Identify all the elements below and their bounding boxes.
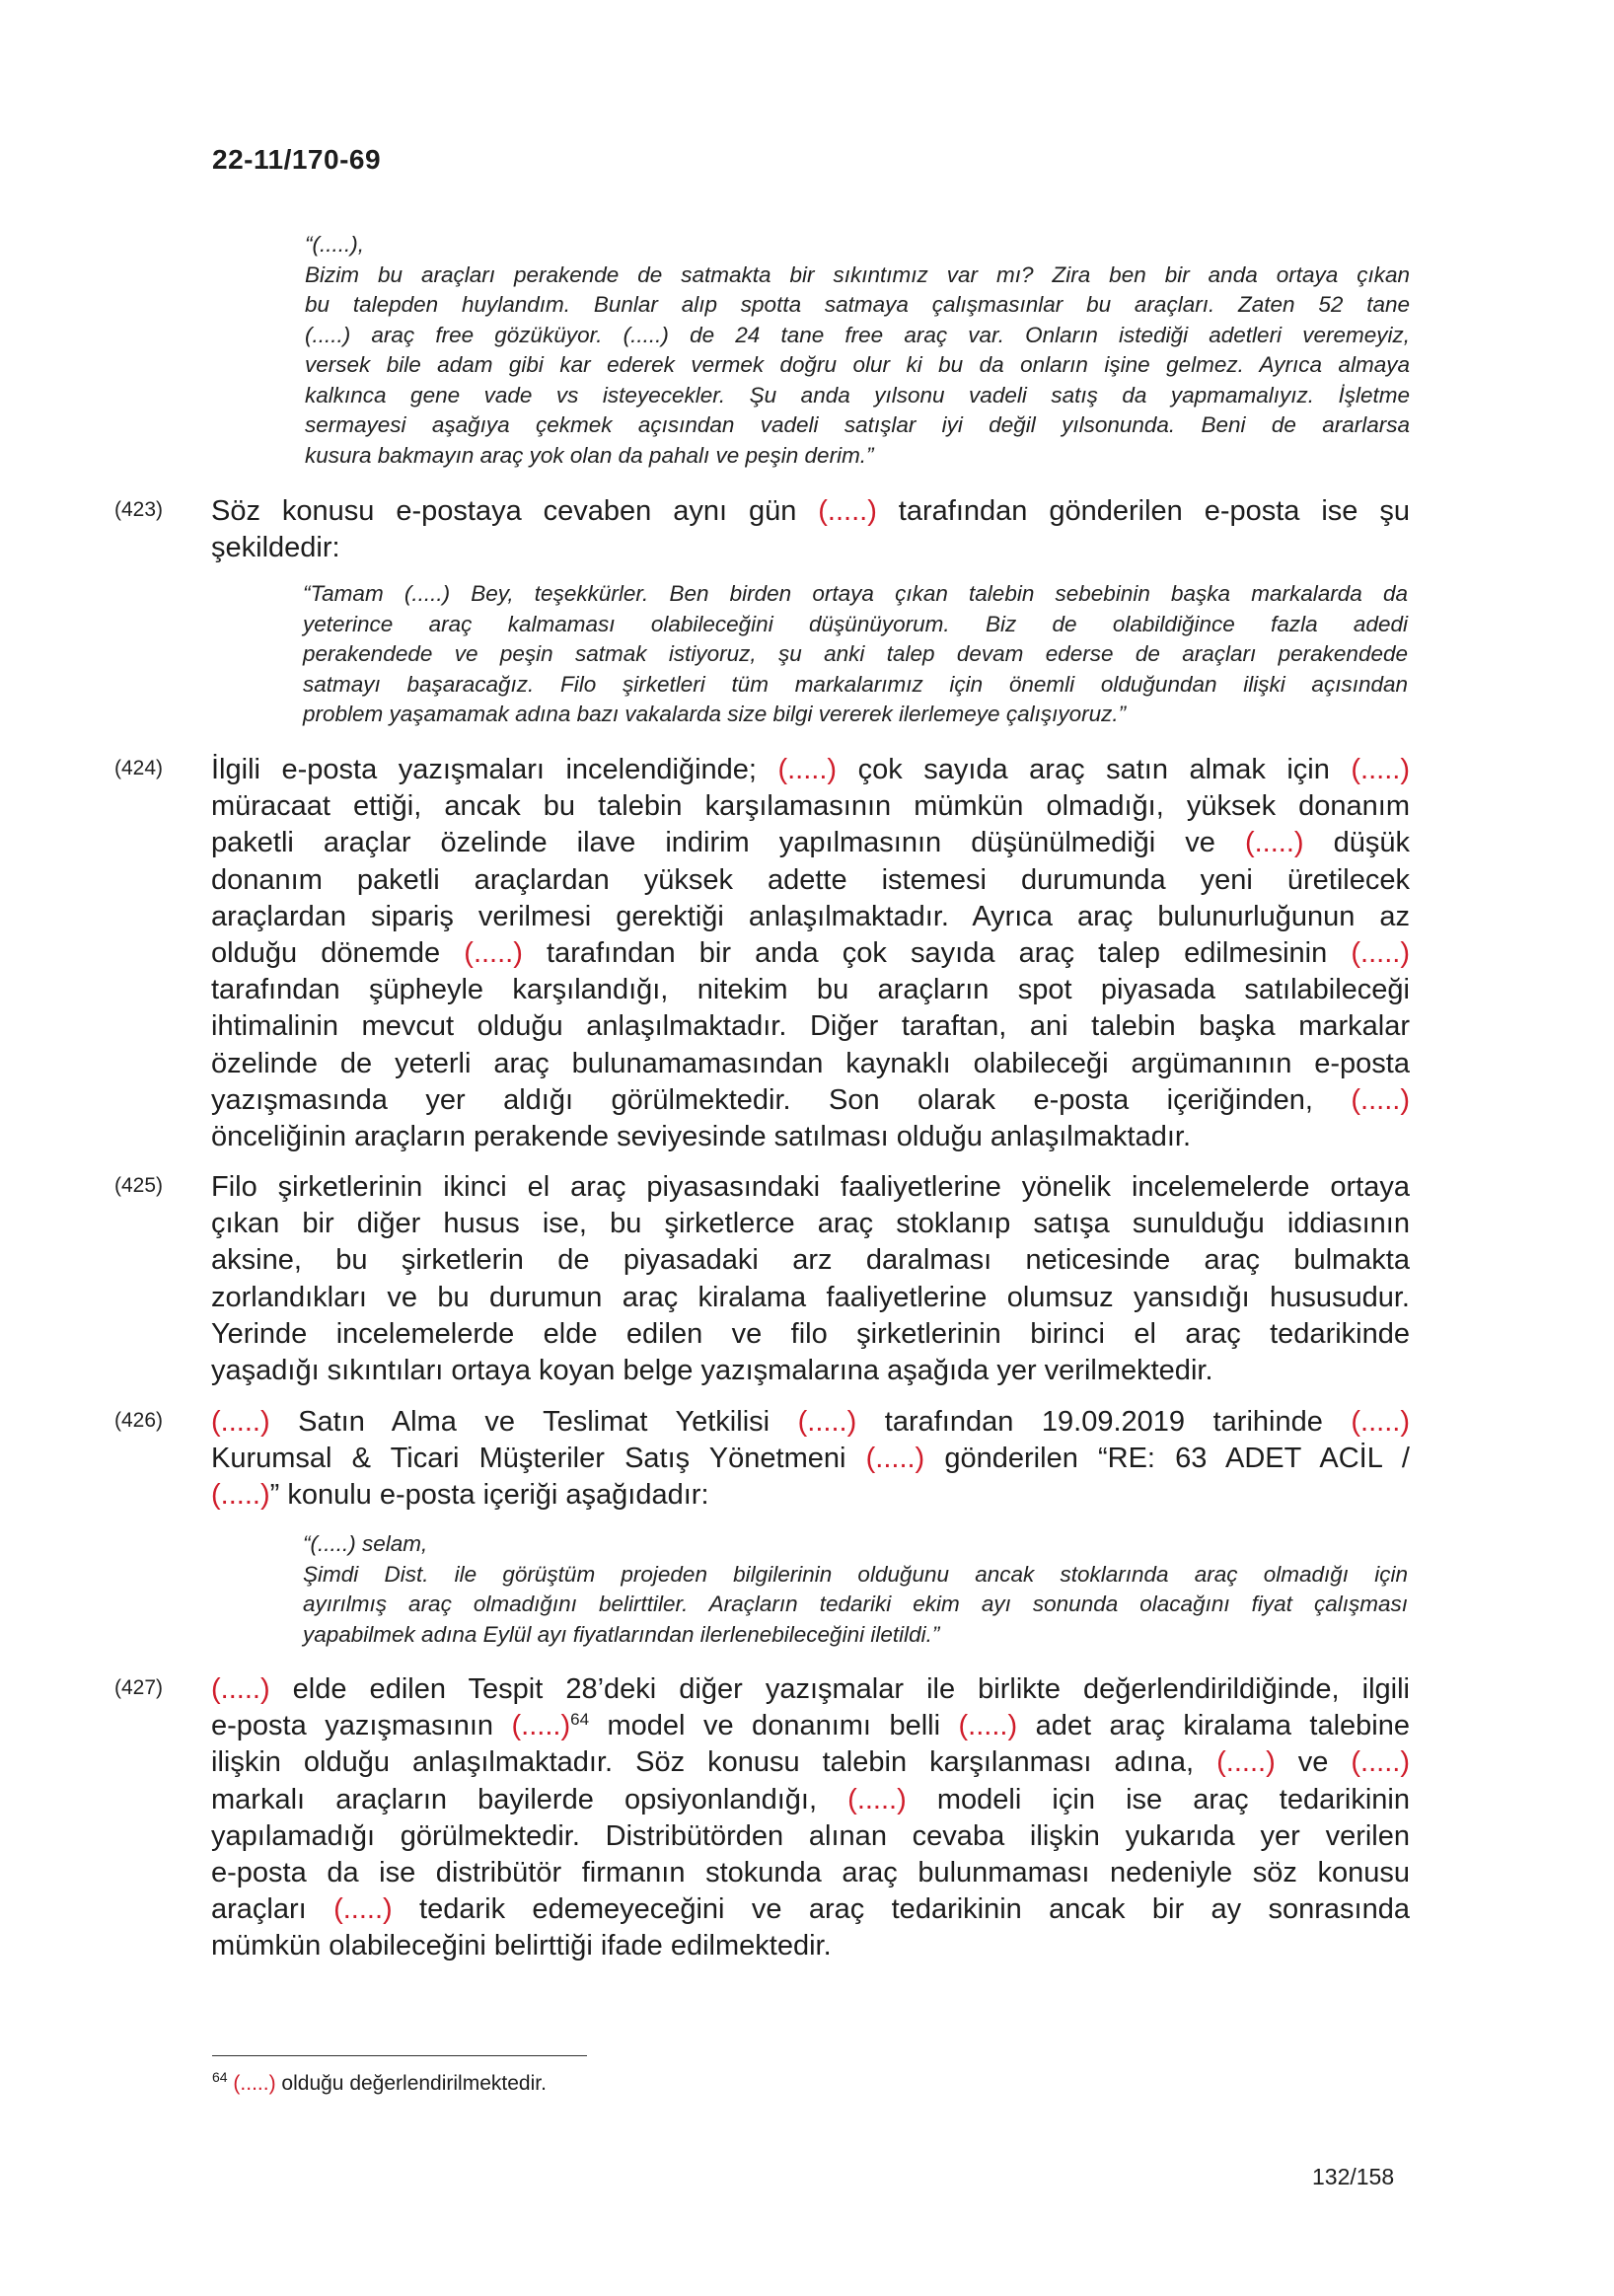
- text-span: [211, 1708, 1410, 1744]
- redaction-mark: (.....): [511, 1710, 571, 1742]
- quote-line: [305, 230, 1410, 260]
- footnote-mark: 64: [212, 2069, 228, 2085]
- paragraph-text: [211, 752, 1410, 1155]
- redaction-mark: (.....): [1351, 754, 1410, 785]
- redaction-mark: (.....): [1244, 827, 1304, 859]
- paragraph-text: [211, 1404, 1410, 1515]
- quote-line: bu talepden huylandım. Bunlar alıp spotta satmaya çalışmasınlar bu araçları. Zaten 52 tane: [305, 292, 1410, 317]
- quote-line: kusura bakmayın araç yok olan da pahalı ve peşin derim.”: [305, 442, 874, 468]
- redaction-mark: (.....): [1216, 1746, 1276, 1779]
- quote-line: problem yaşamamak adına bazı vakalarda size bilgi vererek ilerlemeye çalışıyoruz.”: [303, 702, 1127, 726]
- quote-line: Şimdi Dist. ile görüştüm projeden bilgilerinin olduğunu ancak stoklarında araç olmadığı için: [303, 1561, 1408, 1587]
- redaction-mark: (.....): [211, 1479, 270, 1512]
- text-span: yazışmasında yer aldığı görülmektedir. Son olarak e-posta içeriğinden,: [211, 1083, 1352, 1116]
- paragraph-number: (424): [114, 757, 164, 779]
- text-span: [211, 752, 1410, 788]
- text-span: araçlardan sipariş verilmesi gerektiği anlaşılmaktadır. Ayrıca araç bulunurluğunun az: [211, 900, 1410, 932]
- quote-line: yeterince araç kalmaması olabileceğini düşünüyorum. Biz de olabildiğince fazla adedi: [303, 611, 1408, 636]
- quote-line: kalkınca gene vade vs isteyecekler. Şu anda yılsonu vadeli satış da yapmamalıyız. İşletme: [305, 382, 1410, 407]
- text-span: modeli için ise araç tedarikinin: [906, 1783, 1410, 1815]
- quote-line: yapabilmek adına Eylül ayı fiyatlarından ilerlenebileceğini iletildi.”: [303, 1621, 940, 1647]
- quote-line: “Tamam (.....) Bey, teşekkürler. Ben birden ortaya çıkan talebin sebebinin başka markalarda da: [303, 581, 1408, 606]
- text-span: İlgili e-posta yazışmaları incelendiğinde;: [211, 754, 778, 785]
- text-span: e-posta da ise distribütör firmanın stokunda araç bulunmaması nedeniyle söz konusu: [211, 1857, 1410, 1889]
- text-span: model ve donanımı belli: [589, 1710, 959, 1742]
- text-span: [211, 1477, 1410, 1514]
- text-span: [211, 935, 1410, 972]
- text-span: müracaat ettiği, ancak bu talebin karşılamasının mümkün olmadığı, yüksek donanım: [211, 790, 1410, 823]
- redaction-mark: (.....): [233, 2072, 276, 2095]
- paragraph-text: [211, 1671, 1410, 1965]
- text-span: zorlandıkları ve bu durumun araç kiralama faaliyetlerine olumsuz yansıdığı hususudur.: [211, 1281, 1410, 1313]
- text-span: Filo şirketlerinin ikinci el araç piyasasındaki faaliyetlerine yönelik incelemelerde ortaya: [211, 1171, 1410, 1203]
- text-span: adet araç kiralama talebine: [1017, 1710, 1411, 1742]
- text-span: Söz konusu e-postaya cevaben aynı gün: [211, 495, 819, 527]
- redaction-mark: (.....): [333, 1893, 393, 1926]
- text-span: e-posta yazışmasının: [211, 1710, 512, 1742]
- paragraph-number: (427): [114, 1676, 164, 1699]
- text-span: düşük: [1303, 827, 1410, 859]
- text-span: donanım paketli araçlardan yüksek adette istemesi durumunda yeni üretilecek: [211, 863, 1410, 896]
- text-span: olduğu dönemde: [211, 937, 465, 970]
- text-span: Yerinde incelemelerde elde edilen ve filo şirketlerinin birinci el araç tedarikinde: [211, 1317, 1410, 1350]
- text-span: [211, 1404, 1410, 1441]
- quote-line: satmayı başaracağız. Filo şirketleri tüm markalarımız için önemli olduğundan ilişki açısından: [303, 671, 1408, 697]
- text-span: şekildedir:: [211, 532, 340, 564]
- quote-line: (.....) araç free gözüküyor. (.....) de 24 tane free araç var. Onların istediği adetleri veremeyiz,: [305, 322, 1410, 347]
- quote-line: Bizim bu araçları perakende de satmakta bir sıkıntımız var mı? Zira ben bir anda ortaya çıkan: [305, 261, 1410, 287]
- paragraph-text: [211, 493, 1410, 566]
- redaction-mark: (.....): [958, 1710, 1018, 1742]
- quote-block-3: [303, 1529, 1408, 1650]
- footnote-separator: [212, 2055, 587, 2056]
- redaction-mark: (.....): [211, 1406, 270, 1438]
- redaction-mark: (.....): [1351, 1406, 1410, 1438]
- text-span: ihtimalinin mevcut olduğu anlaşılmaktadır. Diğer taraftan, ani talebin başka markalar: [211, 1010, 1410, 1043]
- text-span: [211, 1782, 1410, 1818]
- text-span: ilişkin olduğu anlaşılmaktadır. Söz konusu talebin karşılanması adına,: [211, 1746, 1217, 1779]
- text-span: [211, 1441, 1410, 1477]
- redaction-mark: (.....): [1351, 1746, 1410, 1779]
- text-span: [211, 1744, 1410, 1781]
- redaction-mark: (.....): [865, 1443, 925, 1475]
- quote-line: ayırılmış araç olmadığını belirttiler. Araçların tedariki ekim ayı sonunda olacağını fiyat çalışması: [303, 1592, 1408, 1616]
- text-span: özelinde de yeterli araç bulunamamasından kaynaklı olabileceği argümanının e-posta: [211, 1047, 1410, 1079]
- footnote-reference: 64: [570, 1710, 590, 1730]
- quote-block-1: [305, 230, 1410, 471]
- text-span: [211, 1082, 1410, 1119]
- redaction-mark: (.....): [818, 495, 877, 527]
- quote-block-2: [303, 579, 1408, 730]
- redaction-mark: (.....): [797, 1406, 857, 1438]
- text-span: [211, 825, 1410, 861]
- text-span: paketli araçlar özelinde ilave indirim yapılmasının düşünülmediği ve: [211, 827, 1245, 859]
- redaction-mark: (.....): [777, 754, 838, 785]
- redaction-mark: (.....): [847, 1783, 907, 1815]
- text-span: tarafından şüpheyle karşılandığı, nitekim bu araçların spot piyasada satılabileceği: [211, 974, 1410, 1006]
- text-span: tarafından bir anda çok sayıda araç talep edilmesinin: [522, 937, 1352, 970]
- redaction-mark: (.....): [464, 937, 523, 970]
- text-span: ve: [1275, 1746, 1352, 1779]
- redaction-mark: (.....): [1351, 1083, 1410, 1116]
- text-span: [211, 1891, 1410, 1928]
- paragraph-text: [211, 1169, 1410, 1389]
- text-span: markalı araçların bayilerde opsiyonlandığı,: [211, 1783, 848, 1815]
- paragraph-number: (423): [114, 498, 164, 521]
- paragraph-number: (425): [114, 1174, 164, 1197]
- text-span: önceliğinin araçların perakende seviyesinde satılması olduğu anlaşılmaktadır.: [211, 1121, 1192, 1153]
- text-span: tarafından 19.09.2019 tarihinde: [856, 1406, 1352, 1438]
- text-span: mümkün olabileceğini belirttiği ifade edilmektedir.: [211, 1930, 832, 1963]
- text-span: yapılamadığı görülmektedir. Distribütörden alınan cevaba ilişkin yukarıda yer verilen: [211, 1819, 1410, 1852]
- redaction-mark: (.....): [1351, 937, 1410, 970]
- text-span: tedarik edemeyeceğini ve araç tedarikinin ancak bir ay sonrasında: [392, 1893, 1410, 1926]
- text-span: çıkan bir diğer husus ise, bu şirketlerce araç stoklanıp satışa sunulduğu iddiasının: [211, 1208, 1410, 1240]
- quote-line: “(.....) selam,: [303, 1531, 428, 1556]
- quote-line: sermayesi aşağıya çekmek açısından vadeli satışlar iyi değil yılsonunda. Beni de ararlarsa: [305, 412, 1410, 437]
- text-span: [211, 1671, 1410, 1708]
- redaction-mark: (.....): [211, 1673, 270, 1705]
- footnote: [212, 2069, 547, 2096]
- text-span: araçları: [211, 1893, 334, 1926]
- quote-line: perakendede ve peşin satmak istiyoruz, şu anki talep devam ederse de araçları perakendede: [303, 641, 1408, 666]
- paragraph-number: (426): [114, 1409, 164, 1432]
- document-reference-number: 22-11/170-69: [212, 144, 382, 175]
- page-number: 132/158: [1312, 2164, 1395, 2189]
- text-span: Kurumsal & Ticari Müşteriler Satış Yönetmeni: [211, 1443, 866, 1475]
- text-span: gönderilen “RE: 63 ADET ACİL /: [924, 1443, 1410, 1475]
- text-span: tarafından gönderilen e-posta ise şu: [876, 495, 1410, 527]
- quote-line: versek bile adam gibi kar ederek vermek doğru olur ki bu da onların işine gelmez. Ayrıca almaya: [305, 352, 1410, 377]
- text-span: “(.....),: [305, 232, 364, 257]
- text-span: ” konulu e-posta içeriği aşağıdadır:: [269, 1479, 709, 1512]
- footnote-text: olduğu değerlendirilmektedir.: [275, 2072, 547, 2095]
- text-span: aksine, bu şirketlerin de piyasadaki arz daralması neticesinde araç bulmakta: [211, 1244, 1410, 1277]
- text-span: çok sayıda araç satın almak için: [837, 754, 1352, 785]
- text-span: [211, 493, 1410, 530]
- text-span: yaşadığı sıkıntıları ortaya koyan belge yazışmalarına aşağıda yer verilmektedir.: [211, 1355, 1213, 1387]
- text-span: elde edilen Tespit 28’deki diğer yazışmalar ile birlikte değerlendirildiğinde, ilgili: [269, 1673, 1410, 1705]
- text-span: Satın Alma ve Teslimat Yetkilisi: [269, 1406, 798, 1438]
